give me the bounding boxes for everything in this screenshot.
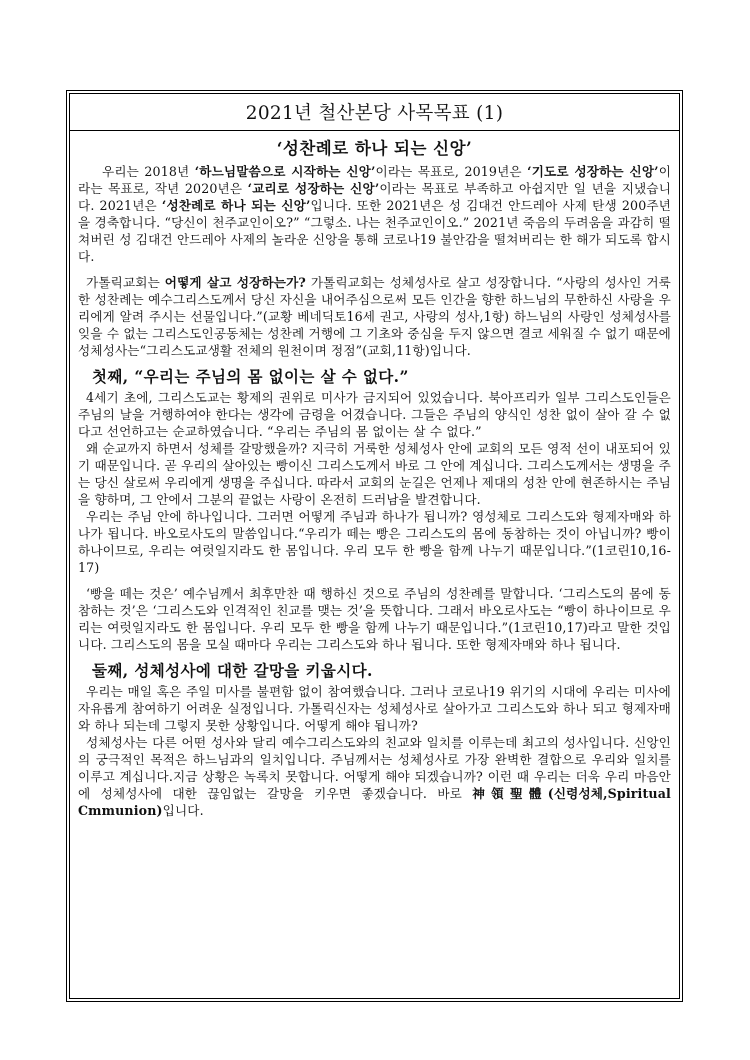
intro-text-1: 우리는 2018년 (102, 164, 195, 179)
section1-paragraph-2: 왜 순교까지 하면서 성체를 갈망했을까? 지극히 거룩한 성체성사 안에 교회의 모든 영적 선이 내포되어 있기 때문입니다. 곧 우리의 살아있는 빵이신 그리스도께서 바로 그 안에 계십니다. 그리스도께서는 생명을 주는 당신 살로써 우리에게 생명을 주십니다. 따라서 교회의 눈길은 언제나 제대의 성찬 안에 현존하시는 주님을 향하며, 그 안에서 그분의 끝없는 사랑이 온전히 드러남을 발견합니다. (78, 441, 671, 507)
section1-heading: 첫째, “우리는 주님의 몸 없이는 살 수 없다.” (92, 367, 409, 386)
section1-paragraph-4: ‘빵을 떼는 것은’ 예수님께서 최후만찬 때 행하신 것으로 주님의 성찬례를 말합니다. ‘그리스도의 몸에 동참하는 것’은 ‘그리스도와 인격적인 친교를 맺는 것’을 뜻합니다. 그래서 바오로사도는 “빵이 하나이므로 우리는 여럿일지라도 한 몸입니다. 우리 모두 한 빵을 함께 나누기 때문입니다.”(1코린10,17)라고 말한 것입니다. 그리스도의 몸을 모실 때마다 우리는 그리스도와 하나 됩니다. 또한 형제자매와 하나 됩니다. (78, 586, 671, 652)
page-title: 2021년 철산본당 사목목표 (1) (245, 103, 504, 124)
section2-heading: 둘째, 성체성사에 대한 갈망을 키웁시다. (92, 661, 373, 680)
intro-text-2: 이라는 목표로, 2019년은 (375, 164, 528, 179)
section1-paragraph-1: 4세기 초에, 그리스도교는 황제의 권위로 미사가 금지되어 있었습니다. 북아프리카 일부 그리스도인들은 주님의 날을 거행하여야 한다는 생각에 금령을 어겼습니다. 그들은 주님의 양식인 성찬 없이 살아 갈 수 없다고 선언하고는 순교하였습니다. “우리는 주님의 몸 없이는 살 수 없다.” (78, 390, 671, 439)
intro-bold-2: ‘기도로 성장하는 신앙’ (527, 164, 659, 179)
section2-paragraph-2 (78, 734, 671, 819)
intro-bold-3: ‘교리로 성장하는 신앙’ (247, 181, 380, 196)
section2-text: 성체성사는 다른 어떤 성사와 달리 예수그리스도와의 친교와 일치를 이루는데 최고의 성사입니다. 신앙인의 궁극적인 목적은 하느님과의 일치입니다. 주님께서는 성체성사로 가장 완벽한 결합으로 우리와 일치를 이루고 계십니다.지금 상황은 녹록치 못합니다. 어떻게 해야 되겠습니까? 이런 때 우리는 더욱 우리 마음안에 성체성사에 대한 끊임없는 갈망을 키우면 좋겠습니다. 바로 (78, 735, 671, 801)
title-box (70, 94, 679, 131)
intro-bold-4: ‘성찬례로 하나 되는 신앙’ (161, 198, 311, 213)
church-bold-1: 어떻게 살고 성장하는가? (164, 275, 306, 290)
intro-paragraph (78, 163, 671, 265)
document-inner-frame (69, 93, 680, 999)
section1-paragraph-3: 우리는 주님 안에 하나입니다. 그러면 어떻게 주님과 하나가 됩니까? 영성체로 그리스도와 형제자매와 하나가 됩니다. 바오로사도의 말씀입니다.“우리가 떼는 빵은 그리스도의 몸에 동참하는 것이 아닙니까? 빵이 하나이므로, 우리는 여럿일지라도 한 몸입니다. 우리 모두 한 빵을 함께 나누기 때문입니다.”(1코린10,16-17) (78, 509, 671, 575)
document-frame (66, 90, 683, 1002)
church-paragraph (78, 274, 671, 359)
page-subtitle: ‘성찬례로 하나 되는 신앙’ (276, 139, 473, 158)
church-text-1: 가톨릭교회는 (86, 275, 165, 290)
section2-paragraph-1: 우리는 매일 혹은 주일 미사를 불편함 없이 참여했습니다. 그러나 코로나19 위기의 시대에 우리는 미사에 자유롭게 참여하기 어려운 실정입니다. 가톨릭신자는 성체성사로 살아가고 그리스도와 하나 되고 형제자매와 하나 되는데 그렇지 못한 상황입니다. 어떻게 해야 됩니까? (78, 684, 671, 733)
intro-text-3: 이라는 목표로, 작년 2020년은 (78, 164, 672, 196)
intro-text-5: 입니다. 또한 2021년은 성 김대건 안드레아 사제 탄생 200주년을 경축합니다. “당신이 천주교인이오?” “그렇소. 나는 천주교인이오.” 2021년 죽음의 두려움을 과감히 떨쳐버린 성 김대건 안드레아 사제의 놀라운 신앙을 통해 코로나19 불안감을 떨쳐버리는 한 해가 되도록 합시다. (78, 198, 671, 264)
church-text-2: 가톨릭교회는 성체성사로 살고 성장합니다. “사랑의 성사인 거룩한 성찬례는 예수그리스도께서 당신 자신을 내어주심으로써 모든 인간을 향한 하느님의 무한하신 사랑을 우리에게 알려 주시는 선물입니다.”(교황 베네딕토16세 권고, 사랑의 성사,1항) 하느님의 사랑인 성체성사를 잊을 수 없는 그리스도인공동체는 성찬례 거행에 그 기초와 중심을 두지 않으면 결코 세워질 수 없기 때문에 성체성사는“그리스도교생활 전체의 원천이며 정점”(교회,11항)입니다. (78, 275, 671, 358)
document-body (70, 135, 679, 819)
intro-bold-1: ‘하느님말씀으로 시작하는 신앙’ (194, 164, 376, 179)
section2-text-end: 입니다. (162, 803, 204, 818)
intro-text-4: 이라는 목표로 부족하고 아쉽지만 일 년을 지냈습니다. 2021년은 (78, 181, 672, 213)
spiritual-communion-term: 神領聖體(신령성체,Spiritual Cmmunion) (78, 786, 671, 818)
